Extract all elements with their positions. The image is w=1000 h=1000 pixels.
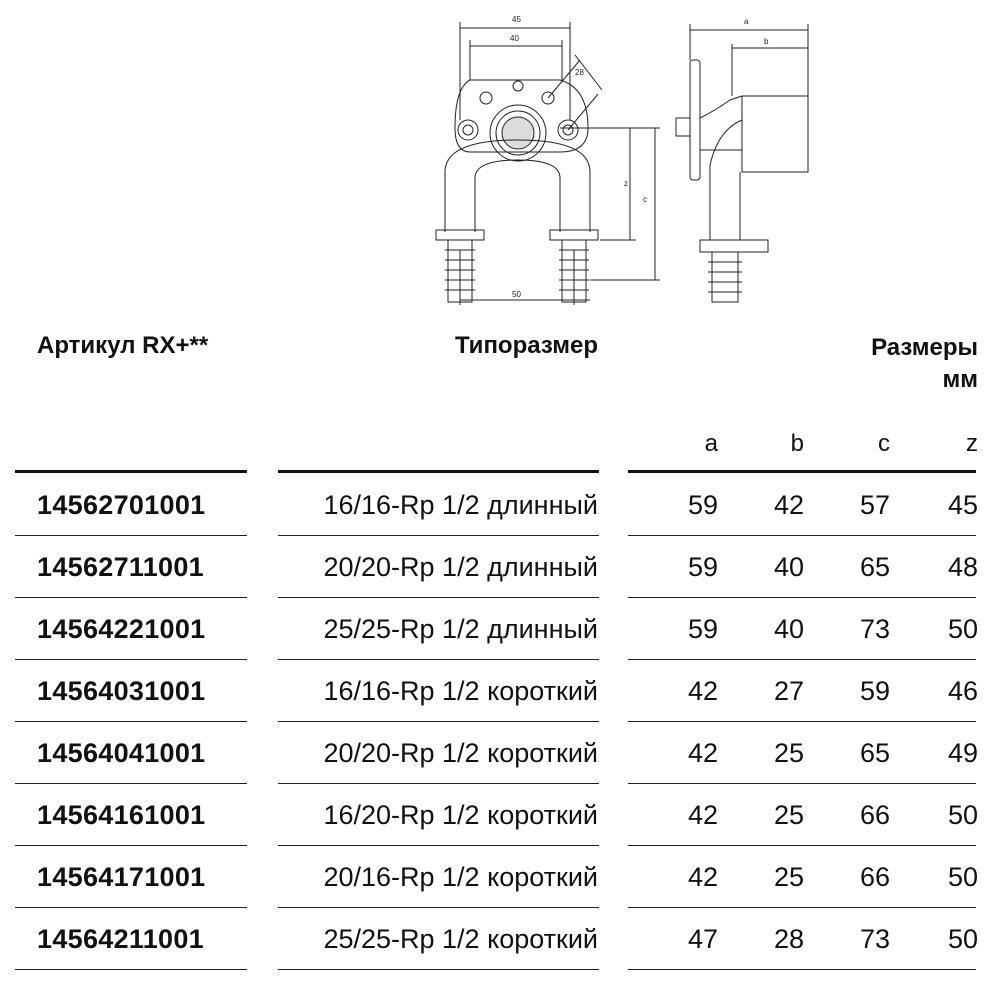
dim-a-cell: 59 [687,614,718,644]
dim-z-cell: 50 [947,862,978,892]
table-row [0,784,1000,846]
table-row [0,536,1000,598]
table-row [0,722,1000,784]
dim-b-cell: 40 [773,552,804,582]
table-row [0,846,1000,908]
row-divider [278,969,599,970]
row-divider [628,969,976,970]
dim-a-label: a [744,17,749,26]
header-rule-article [15,470,247,473]
dim-b-cell: 27 [773,676,804,706]
dim-z-cell: 50 [947,924,978,954]
side-plate [690,60,700,180]
table-row [0,474,1000,536]
article-cell: 14564031001 [37,676,206,706]
dim-c-cell: 65 [859,552,890,582]
dim-b-cell: 28 [773,924,804,954]
dimensions-header-line1: Размеры [871,334,978,361]
size-cell: 16/20-Rp 1/2 короткий [323,800,598,830]
dim-b-cell: 40 [773,614,804,644]
article-cell: 14564041001 [37,738,206,768]
dim-c-cell: 73 [859,924,890,954]
dim-c-label: c [643,195,647,204]
dim-z-cell: 45 [947,490,978,520]
size-cell: 20/20-Rp 1/2 короткий [323,738,598,768]
header-rule-dims [628,470,976,473]
dim-c-cell: 57 [859,490,890,520]
dim-40-label: 40 [510,34,519,43]
article-cell: 14562711001 [37,552,204,582]
dim-28-label: 28 [575,68,584,77]
dim-z-cell: 46 [947,676,978,706]
dim-a-cell: 42 [687,862,718,892]
article-header: Артикул RX+** [37,332,209,359]
table-row [0,598,1000,660]
size-cell: 16/16-Rp 1/2 длинный [323,490,598,520]
dim-b-cell: 25 [773,862,804,892]
dim-c-cell: 66 [859,862,890,892]
dim-a-cell: 42 [687,800,718,830]
dim-50-label: 50 [512,290,521,299]
dim-b-cell: 25 [773,738,804,768]
dim-z-cell: 49 [947,738,978,768]
dim-a-cell: 42 [687,676,718,706]
dim-z-cell: 50 [947,614,978,644]
technical-drawing [0,0,1000,310]
size-cell: 25/25-Rp 1/2 длинный [323,614,598,644]
dim-45-label: 45 [512,15,521,24]
dimensions-header-unit: мм [942,366,978,393]
table-row [0,908,1000,970]
u-bend [445,140,590,232]
col-head-a: a [704,430,718,457]
size-cell: 25/25-Rp 1/2 короткий [323,924,598,954]
size-cell: 20/16-Rp 1/2 короткий [323,862,598,892]
dim-a-cell: 59 [687,552,718,582]
dim-b-cell: 25 [773,800,804,830]
dim-c-cell: 65 [859,738,890,768]
article-cell: 14564211001 [37,924,204,954]
dim-a-cell: 47 [687,924,718,954]
article-cell: 14562701001 [37,490,206,520]
dimensions-header [871,332,978,396]
article-cell: 14564171001 [37,862,206,892]
size-cell: 20/20-Rp 1/2 длинный [323,552,598,582]
dim-z-cell: 48 [947,552,978,582]
article-cell: 14564161001 [37,800,206,830]
col-head-z: z [966,430,978,457]
dim-a-cell: 42 [687,738,718,768]
dim-c-cell: 59 [859,676,890,706]
size-cell: 16/16-Rp 1/2 короткий [323,676,598,706]
dim-b-cell: 42 [773,490,804,520]
dim-z-label: z [624,179,628,188]
col-head-c: c [878,430,890,457]
row-divider [15,969,247,970]
dim-c-cell: 73 [859,614,890,644]
dim-z-cell: 50 [947,800,978,830]
table-body [0,474,1000,970]
dim-c-cell: 66 [859,800,890,830]
table-row [0,660,1000,722]
header-rule-size [278,470,599,473]
article-cell: 14564221001 [37,614,206,644]
size-header: Типоразмер [454,332,598,359]
dim-b-label: b [764,37,769,46]
dim-a-cell: 59 [687,490,718,520]
col-head-b: b [790,430,804,457]
